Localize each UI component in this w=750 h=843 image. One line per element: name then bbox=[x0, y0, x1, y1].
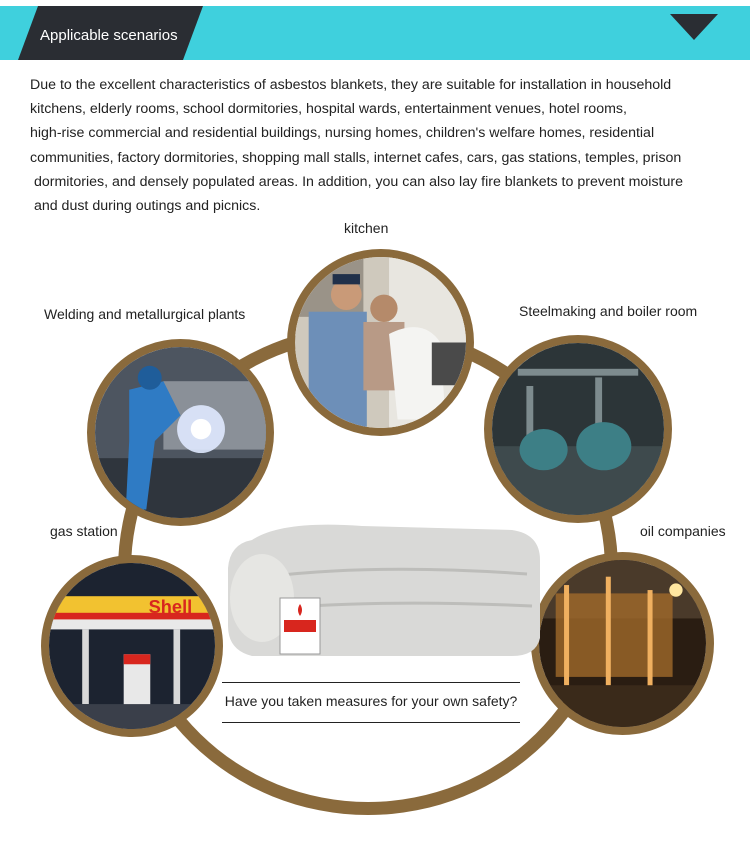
label-welding: Welding and metallurgical plants bbox=[44, 306, 246, 322]
intro-paragraph bbox=[30, 73, 730, 218]
intro-line: communities, factory dormitories, shopping mall stalls, internet cafes, cars, gas stations, temples, prison bbox=[30, 149, 682, 166]
label-gas-station: gas station bbox=[50, 523, 118, 539]
kitchen-photo bbox=[287, 249, 474, 436]
label-steelmaking: Steelmaking and boiler room bbox=[519, 303, 698, 319]
chevron-down-icon bbox=[670, 14, 718, 40]
gas-station-photo bbox=[41, 555, 223, 737]
fire-blanket-image bbox=[222, 520, 544, 660]
shell-sign-text: Shell bbox=[148, 595, 193, 617]
welding-photo bbox=[87, 339, 274, 526]
intro-line: kitchens, elderly rooms, school dormitories, hospital wards, entertainment venues, hotel rooms, bbox=[30, 101, 627, 118]
steelmaking-photo bbox=[484, 335, 672, 523]
label-oil: oil companies bbox=[640, 523, 726, 539]
intro-line: dormitories, and densely populated areas. In addition, you can also lay fire blankets to prevent moisture bbox=[30, 173, 683, 190]
safety-tagline: Have you taken measures for your own safety? bbox=[222, 682, 520, 723]
oil-company-photo bbox=[531, 552, 714, 735]
label-kitchen: kitchen bbox=[344, 220, 389, 236]
intro-line: high-rise commercial and residential buildings, nursing homes, children's welfare homes, residential bbox=[30, 125, 655, 142]
intro-line: and dust during outings and picnics. bbox=[30, 198, 261, 215]
intro-line: Due to the excellent characteristics of asbestos blankets, they are suitable for installation in household bbox=[30, 77, 672, 93]
banner-title: Applicable scenarios bbox=[40, 27, 178, 44]
